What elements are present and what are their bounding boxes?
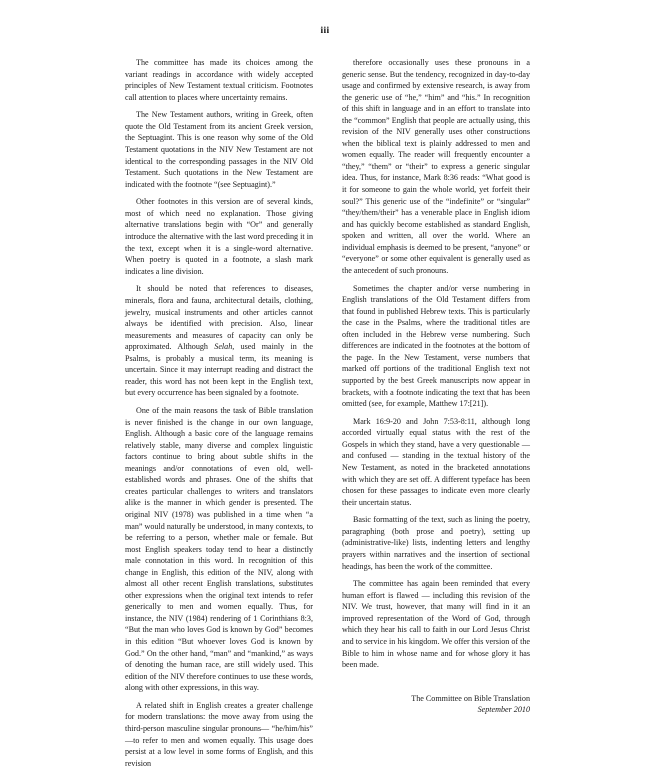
paragraph: It should be noted that references to diseases, minerals, flora and fauna, architectural details, clothing, jewelry, musical instruments and other articles cannot always be identified with precision. Also, linear measurements and measures of capacity can only be approximated. Although Selah, used mainly in the Psalms, is probably a musical term, its meaning is uncertain. Since it may interrupt reading and distract the reader, this word has not been kept in the English text, but every occurrence has been signaled by a footnote. <box>125 284 313 398</box>
paragraph: Mark 16:9-20 and John 7:53-8:11, although long accorded virtually equal status with the rest of the Gospels in which they stand, have a very questionable — and confused — standing in the textual history of the New Testament, as noted in the bracketed annotations with which they are set off. A different typeface has been chosen for these passages to indicate even more clearly their uncertain status. <box>342 416 530 507</box>
paragraph: One of the main reasons the task of Bible translation is never finished is the change in our own language, English. Although a basic core of the language remains relatively stable, many diverse and complex linguistic factors continue to bring about subtle shifts in the meanings and/or connotations of even old, well-established words and phrases. One of the shifts that creates particular challenges to writers and translators alike is the manner in which gender is presented. The original NIV (1978) was published in a time when “a man” would naturally be understood, in many contexts, to be referring to a person, whether male or female. But most English speakers today tend to hear a distinctly male connotation in this word. In recognition of this change in English, this edition of the NIV, along with almost all other recent English translations, substitutes other expressions when the original text intends to refer generically to men and women equally. Thus, for instance, the NIV (1984) rendering of 1 Corinthians 8:3, “But the man who loves God is known by God” becomes in this edition “But whoever loves God is known by God.” On the other hand, “man” and “mankind,” as ways of denoting the human race, are still widely used. This edition of the NIV therefore continues to use these words, along with other expressions, in this way. <box>125 406 313 693</box>
two-column-text-body <box>125 57 530 768</box>
page-folio-number: iii <box>320 26 330 36</box>
paragraph: The New Testament authors, writing in Greek, often quote the Old Testament from its ancient Greek version, the Septuagint. This is one reason why some of the Old Testament quotations in the NIV New Testament are not identical to the corresponding passages in the NIV Old Testament. Such quotations in the New Testament are indicated with the footnote “(see Septuagint).” <box>125 110 313 189</box>
signature-date: September 2010 <box>477 705 530 715</box>
paragraph: The committee has again been reminded that every human effort is flawed — including this revision of the NIV. We trust, however, that many will find in it an improved representation of the Word of God, through which they hear his call to faith in our Lord Jesus Christ and to service in his kingdom. We offer this version of the Bible to him in whose name and for whose glory it has been made. <box>342 579 530 670</box>
paragraph: The committee has made its choices among the variant readings in accordance with widely accepted principles of New Testament textual criticism. Footnotes call attention to places where uncertainty remains. <box>125 58 313 102</box>
signature-block <box>342 693 530 716</box>
italic-term: Selah <box>214 342 233 352</box>
paragraph: therefore occasionally uses these pronouns in a generic sense. But the tendency, recognized in day-to-day usage and confirmed by extensive research, is away from the generic use of “he,” “him” and “his.” In recognition of this shift in language and in an effort to translate into the “common” English that people are actually using, this revision of the NIV generally uses other constructions when the biblical text is plainly addressed to men and women equally. The reader will frequently encounter a “they,” “them” or “their” to express a generic singular idea. Thus, for instance, Mark 8:36 reads: “What good is it for someone to gain the whole world, yet forfeit their soul?” This generic use of the “indefinite” or “singular” “they/them/their” has a venerable place in English idiom and has quickly become established as standard English, spoken and written, all over the world. Where an individual emphasis is deemed to be present, “anyone” or “everyone” or some other equivalent is generally used as the antecedent of such pronouns. <box>342 58 530 275</box>
left-text-column <box>125 57 313 769</box>
paragraph: Basic formatting of the text, such as lining the poetry, paragraphing (both prose and poetry), setting up (administrative-like) lists, indenting letters and lengthy prayers within narratives and the insertion of sectional headings, has been the work of the committee. <box>342 515 530 571</box>
right-text-column <box>342 57 530 716</box>
paragraph: Sometimes the chapter and/or verse numbering in English translations of the Old Testament differs from that found in published Hebrew texts. This is particularly the case in the Psalms, where the traditional titles are often included in the Hebrew verse numbering. Such differences are indicated in the footnotes at the bottom of the page. In the New Testament, verse numbers that marked off portions of the traditional English text not supported by the best Greek manuscripts now appear in brackets, with a footnote indicating the text that has been omitted (see, for example, Matthew 17:[21]). <box>342 283 530 409</box>
paragraph: A related shift in English creates a greater challenge for modern translations: the move away from using the third-person masculine singular pronouns— “he/him/his” —to refer to men and women equally. This usage does persist at a low level in some forms of English, and this revision <box>125 700 313 768</box>
paragraph: Other footnotes in this version are of several kinds, most of which need no explanation. Those giving alternative translations begin with “Or” and generally introduce the alternative with the last word preceding it in the text, except when it is a single-word alternative. When poetry is quoted in a footnote, a slash mark indicates a line division. <box>125 197 313 276</box>
signature-committee: The Committee on Bible Translation <box>411 693 530 703</box>
